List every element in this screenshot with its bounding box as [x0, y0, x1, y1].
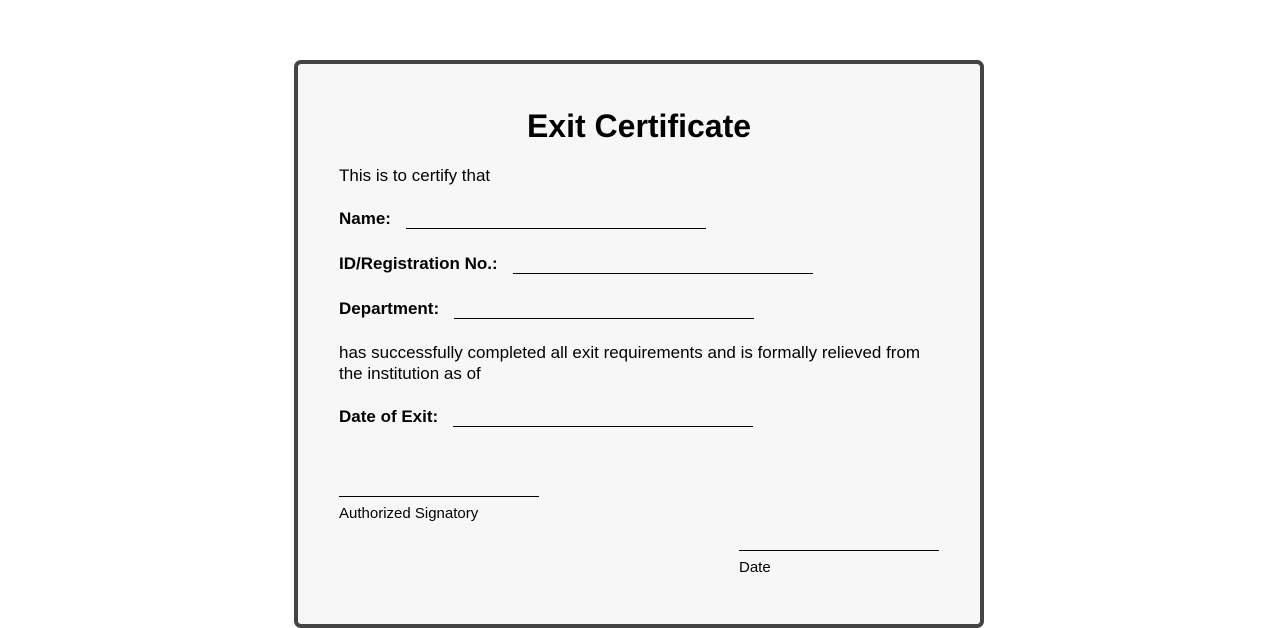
date-of-exit-label: Date of Exit: — [339, 407, 439, 426]
date-signature-line[interactable] — [739, 550, 939, 551]
name-field — [339, 208, 706, 229]
date-of-exit-field — [339, 406, 753, 427]
authorized-signature-line[interactable] — [339, 496, 539, 497]
id-registration-field — [339, 253, 813, 274]
name-label: Name: — [339, 209, 391, 228]
date-of-exit-blank-line[interactable] — [453, 413, 753, 427]
department-field — [339, 298, 754, 319]
id-registration-blank-line[interactable] — [513, 260, 813, 274]
date-signature-label: Date — [739, 559, 771, 576]
authorized-signatory-label: Authorized Signatory — [339, 505, 479, 522]
exit-certificate — [294, 60, 984, 628]
name-blank-line[interactable] — [406, 215, 706, 229]
id-registration-label: ID/Registration No.: — [339, 254, 498, 273]
statement-text: has successfully completed all exit requirements and is formally relieved from the institution as of — [339, 343, 921, 383]
department-blank-line[interactable] — [454, 305, 754, 319]
certificate-title: Exit Certificate — [526, 108, 752, 144]
department-label: Department: — [339, 299, 440, 318]
intro-text: This is to certify that — [339, 166, 491, 185]
